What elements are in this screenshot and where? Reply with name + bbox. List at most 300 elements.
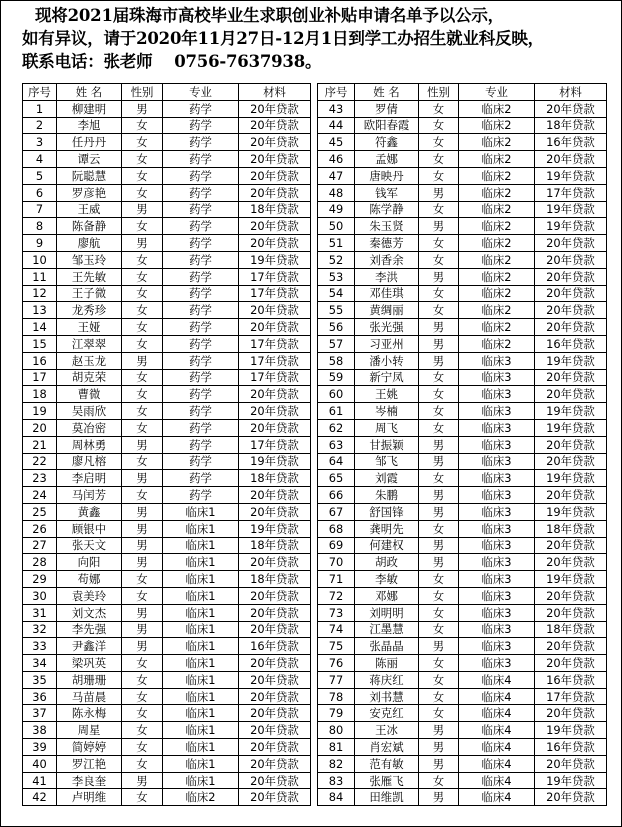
cell-gender: 女 xyxy=(419,117,459,134)
table-row xyxy=(318,537,607,554)
cell-name: 黄绸丽 xyxy=(355,302,419,319)
cell-material: 20年贷款 xyxy=(535,268,607,285)
cell-gender: 男 xyxy=(419,554,459,571)
cell-seq: 24 xyxy=(23,487,57,504)
cell-material: 16年贷款 xyxy=(535,739,607,756)
table-row xyxy=(318,688,607,705)
header-material: 材料 xyxy=(239,84,311,101)
cell-gender: 女 xyxy=(419,705,459,722)
table-row xyxy=(318,571,607,588)
cell-major: 临床3 xyxy=(459,470,535,487)
cell-gender: 女 xyxy=(419,285,459,302)
table-row xyxy=(23,453,311,470)
cell-major: 临床3 xyxy=(459,419,535,436)
cell-name: 秦德芳 xyxy=(355,235,419,252)
table-row xyxy=(318,235,607,252)
cell-major: 临床1 xyxy=(163,671,239,688)
cell-material: 17年贷款 xyxy=(535,688,607,705)
cell-major: 药学 xyxy=(163,151,239,168)
cell-material: 20年贷款 xyxy=(239,772,311,789)
cell-material: 19年贷款 xyxy=(239,520,311,537)
cell-seq: 50 xyxy=(318,218,355,235)
cell-name: 张雁飞 xyxy=(355,772,419,789)
cell-seq: 53 xyxy=(318,268,355,285)
cell-major: 临床3 xyxy=(459,403,535,420)
cell-seq: 4 xyxy=(23,151,57,168)
cell-material: 18年贷款 xyxy=(239,537,311,554)
cell-gender: 男 xyxy=(419,487,459,504)
cell-major: 临床1 xyxy=(163,621,239,638)
cell-material: 20年贷款 xyxy=(535,100,607,117)
cell-name: 周飞 xyxy=(355,419,419,436)
cell-material: 19年贷款 xyxy=(535,772,607,789)
cell-material: 19年贷款 xyxy=(239,453,311,470)
table-row xyxy=(318,503,607,520)
cell-name: 罗倩 xyxy=(355,100,419,117)
cell-name: 李旭 xyxy=(57,117,122,134)
cell-seq: 14 xyxy=(23,319,57,336)
cell-name: 苟娜 xyxy=(57,571,122,588)
cell-name: 岑楠 xyxy=(355,403,419,420)
cell-major: 临床3 xyxy=(459,436,535,453)
cell-major: 药学 xyxy=(163,285,239,302)
cell-gender: 男 xyxy=(122,235,163,252)
cell-material: 18年贷款 xyxy=(535,520,607,537)
cell-major: 临床1 xyxy=(163,655,239,672)
cell-major: 药学 xyxy=(163,218,239,235)
cell-seq: 70 xyxy=(318,554,355,571)
cell-material: 20年贷款 xyxy=(239,671,311,688)
cell-name: 刘明明 xyxy=(355,604,419,621)
cell-seq: 9 xyxy=(23,235,57,252)
cell-gender: 女 xyxy=(122,369,163,386)
cell-seq: 26 xyxy=(23,520,57,537)
table-row xyxy=(318,369,607,386)
cell-name: 胡克荣 xyxy=(57,369,122,386)
cell-gender: 女 xyxy=(122,167,163,184)
roster-body-left xyxy=(23,100,311,805)
cell-seq: 58 xyxy=(318,352,355,369)
table-row xyxy=(318,100,607,117)
cell-major: 临床4 xyxy=(459,739,535,756)
cell-seq: 81 xyxy=(318,739,355,756)
table-row xyxy=(23,487,311,504)
cell-major: 临床4 xyxy=(459,772,535,789)
cell-seq: 82 xyxy=(318,755,355,772)
table-row xyxy=(23,134,311,151)
cell-name: 阮聪慧 xyxy=(57,167,122,184)
cell-major: 临床2 xyxy=(459,201,535,218)
cell-material: 19年贷款 xyxy=(535,352,607,369)
cell-seq: 38 xyxy=(23,722,57,739)
table-row xyxy=(23,218,311,235)
cell-material: 20年贷款 xyxy=(535,386,607,403)
cell-material: 20年贷款 xyxy=(535,789,607,806)
cell-major: 药学 xyxy=(163,268,239,285)
cell-seq: 72 xyxy=(318,587,355,604)
cell-seq: 75 xyxy=(318,638,355,655)
cell-seq: 1 xyxy=(23,100,57,117)
cell-major: 药学 xyxy=(163,386,239,403)
cell-name: 刘香余 xyxy=(355,251,419,268)
cell-major: 药学 xyxy=(163,335,239,352)
cell-major: 临床3 xyxy=(459,503,535,520)
cell-major: 药学 xyxy=(163,251,239,268)
cell-gender: 男 xyxy=(122,436,163,453)
cell-material: 20年贷款 xyxy=(239,755,311,772)
cell-major: 临床3 xyxy=(459,638,535,655)
cell-name: 龙秀珍 xyxy=(57,302,122,319)
cell-seq: 54 xyxy=(318,285,355,302)
cell-material: 19年贷款 xyxy=(535,167,607,184)
cell-seq: 5 xyxy=(23,167,57,184)
cell-name: 唐映丹 xyxy=(355,167,419,184)
cell-name: 潘小转 xyxy=(355,352,419,369)
table-row xyxy=(23,688,311,705)
cell-gender: 男 xyxy=(122,604,163,621)
cell-major: 临床4 xyxy=(459,705,535,722)
cell-gender: 女 xyxy=(419,151,459,168)
cell-gender: 女 xyxy=(122,268,163,285)
cell-major: 临床3 xyxy=(459,554,535,571)
cell-name: 袁美玲 xyxy=(57,587,122,604)
cell-name: 罗江艳 xyxy=(57,755,122,772)
cell-seq: 3 xyxy=(23,134,57,151)
table-header-row xyxy=(23,84,311,101)
cell-gender: 男 xyxy=(122,503,163,520)
cell-gender: 女 xyxy=(419,621,459,638)
cell-major: 药学 xyxy=(163,319,239,336)
header-gender: 性别 xyxy=(122,84,163,101)
cell-name: 江翠翠 xyxy=(57,335,122,352)
cell-material: 18年贷款 xyxy=(239,571,311,588)
table-row xyxy=(23,117,311,134)
cell-seq: 47 xyxy=(318,167,355,184)
cell-seq: 57 xyxy=(318,335,355,352)
cell-name: 李良奎 xyxy=(57,772,122,789)
cell-seq: 56 xyxy=(318,319,355,336)
cell-material: 20年贷款 xyxy=(535,302,607,319)
cell-name: 江墨慧 xyxy=(355,621,419,638)
cell-gender: 女 xyxy=(122,335,163,352)
table-row xyxy=(23,655,311,672)
cell-name: 李敏 xyxy=(355,571,419,588)
cell-seq: 17 xyxy=(23,369,57,386)
cell-name: 王冰 xyxy=(355,722,419,739)
cell-gender: 女 xyxy=(122,453,163,470)
cell-major: 药学 xyxy=(163,352,239,369)
cell-name: 李启明 xyxy=(57,470,122,487)
cell-name: 向阳 xyxy=(57,554,122,571)
cell-material: 20年贷款 xyxy=(239,302,311,319)
cell-seq: 40 xyxy=(23,755,57,772)
cell-gender: 女 xyxy=(122,755,163,772)
cell-seq: 74 xyxy=(318,621,355,638)
cell-material: 20年贷款 xyxy=(535,285,607,302)
table-row xyxy=(318,587,607,604)
roster-body-right xyxy=(318,100,607,805)
table-row xyxy=(318,722,607,739)
cell-gender: 女 xyxy=(122,587,163,604)
cell-seq: 84 xyxy=(318,789,355,806)
cell-material: 19年贷款 xyxy=(535,722,607,739)
cell-major: 临床1 xyxy=(163,537,239,554)
cell-gender: 女 xyxy=(419,587,459,604)
cell-gender: 女 xyxy=(419,604,459,621)
cell-material: 20年贷款 xyxy=(535,705,607,722)
table-row xyxy=(23,705,311,722)
cell-material: 20年贷款 xyxy=(239,184,311,201)
table-row xyxy=(318,487,607,504)
cell-major: 临床3 xyxy=(459,587,535,604)
cell-major: 临床4 xyxy=(459,722,535,739)
cell-gender: 女 xyxy=(122,218,163,235)
cell-material: 20年贷款 xyxy=(239,554,311,571)
table-row xyxy=(23,520,311,537)
table-row xyxy=(318,386,607,403)
cell-gender: 女 xyxy=(419,688,459,705)
cell-material: 18年贷款 xyxy=(535,117,607,134)
cell-material: 20年贷款 xyxy=(535,369,607,386)
cell-material: 20年贷款 xyxy=(239,419,311,436)
table-row xyxy=(23,621,311,638)
cell-seq: 60 xyxy=(318,386,355,403)
cell-seq: 71 xyxy=(318,571,355,588)
cell-gender: 男 xyxy=(419,319,459,336)
cell-material: 20年贷款 xyxy=(239,134,311,151)
cell-gender: 女 xyxy=(419,369,459,386)
table-row xyxy=(23,201,311,218)
cell-material: 18年贷款 xyxy=(535,621,607,638)
cell-name: 习亚州 xyxy=(355,335,419,352)
cell-gender: 男 xyxy=(122,201,163,218)
cell-gender: 男 xyxy=(122,470,163,487)
table-row xyxy=(23,587,311,604)
header-seq: 序号 xyxy=(318,84,355,101)
cell-material: 20年贷款 xyxy=(535,638,607,655)
cell-major: 药学 xyxy=(163,184,239,201)
cell-major: 药学 xyxy=(163,302,239,319)
cell-name: 黄鑫 xyxy=(57,503,122,520)
cell-gender: 女 xyxy=(419,571,459,588)
cell-seq: 45 xyxy=(318,134,355,151)
cell-seq: 12 xyxy=(23,285,57,302)
cell-major: 临床2 xyxy=(459,302,535,319)
cell-material: 19年贷款 xyxy=(535,470,607,487)
cell-material: 20年贷款 xyxy=(239,655,311,672)
cell-name: 肖宏斌 xyxy=(355,739,419,756)
cell-major: 临床3 xyxy=(459,604,535,621)
cell-name: 刘霞 xyxy=(355,470,419,487)
cell-material: 20年贷款 xyxy=(535,537,607,554)
cell-seq: 22 xyxy=(23,453,57,470)
cell-material: 20年贷款 xyxy=(239,117,311,134)
cell-material: 19年贷款 xyxy=(535,571,607,588)
cell-material: 19年贷款 xyxy=(535,419,607,436)
cell-major: 临床3 xyxy=(459,537,535,554)
cell-material: 16年贷款 xyxy=(535,335,607,352)
table-row xyxy=(318,218,607,235)
cell-seq: 10 xyxy=(23,251,57,268)
cell-name: 曹微 xyxy=(57,386,122,403)
header-seq: 序号 xyxy=(23,84,57,101)
table-row xyxy=(318,655,607,672)
cell-material: 20年贷款 xyxy=(239,319,311,336)
cell-material: 19年贷款 xyxy=(535,403,607,420)
cell-material: 17年贷款 xyxy=(239,352,311,369)
cell-gender: 男 xyxy=(122,100,163,117)
cell-name: 陈永梅 xyxy=(57,705,122,722)
cell-major: 临床4 xyxy=(459,671,535,688)
roster-table-left xyxy=(22,83,311,806)
cell-gender: 女 xyxy=(419,419,459,436)
cell-seq: 65 xyxy=(318,470,355,487)
cell-name: 胡政 xyxy=(355,554,419,571)
cell-seq: 63 xyxy=(318,436,355,453)
cell-material: 20年贷款 xyxy=(239,503,311,520)
cell-seq: 44 xyxy=(318,117,355,134)
cell-name: 马苗晨 xyxy=(57,688,122,705)
cell-major: 临床1 xyxy=(163,638,239,655)
cell-name: 顾银中 xyxy=(57,520,122,537)
cell-name: 刘文杰 xyxy=(57,604,122,621)
cell-gender: 男 xyxy=(419,789,459,806)
cell-name: 王娅 xyxy=(57,319,122,336)
table-row xyxy=(23,789,311,806)
table-row xyxy=(23,335,311,352)
table-row xyxy=(23,167,311,184)
cell-gender: 女 xyxy=(122,285,163,302)
cell-gender: 女 xyxy=(419,386,459,403)
cell-seq: 76 xyxy=(318,655,355,672)
cell-name: 卢明维 xyxy=(57,789,122,806)
cell-material: 17年贷款 xyxy=(239,436,311,453)
cell-seq: 33 xyxy=(23,638,57,655)
cell-major: 临床3 xyxy=(459,369,535,386)
cell-name: 吴雨欣 xyxy=(57,403,122,420)
cell-material: 20年贷款 xyxy=(239,621,311,638)
cell-gender: 女 xyxy=(122,403,163,420)
cell-major: 临床1 xyxy=(163,587,239,604)
table-header-row xyxy=(318,84,607,101)
cell-seq: 30 xyxy=(23,587,57,604)
cell-name: 周林勇 xyxy=(57,436,122,453)
cell-gender: 女 xyxy=(122,655,163,672)
cell-material: 17年贷款 xyxy=(239,285,311,302)
cell-name: 莫冶密 xyxy=(57,419,122,436)
cell-material: 20年贷款 xyxy=(239,487,311,504)
cell-major: 临床2 xyxy=(459,235,535,252)
cell-gender: 男 xyxy=(419,453,459,470)
cell-seq: 21 xyxy=(23,436,57,453)
cell-seq: 8 xyxy=(23,218,57,235)
cell-gender: 女 xyxy=(419,235,459,252)
cell-major: 临床1 xyxy=(163,604,239,621)
table-row xyxy=(23,352,311,369)
cell-major: 临床3 xyxy=(459,655,535,672)
cell-major: 临床3 xyxy=(459,453,535,470)
cell-seq: 73 xyxy=(318,604,355,621)
cell-material: 20年贷款 xyxy=(239,386,311,403)
cell-gender: 男 xyxy=(419,638,459,655)
cell-material: 19年贷款 xyxy=(535,503,607,520)
cell-major: 临床1 xyxy=(163,503,239,520)
table-row xyxy=(318,335,607,352)
cell-name: 赵玉龙 xyxy=(57,352,122,369)
cell-material: 20年贷款 xyxy=(239,688,311,705)
cell-major: 药学 xyxy=(163,403,239,420)
cell-material: 20年贷款 xyxy=(239,604,311,621)
cell-name: 邓佳琪 xyxy=(355,285,419,302)
cell-name: 朱鹏 xyxy=(355,487,419,504)
cell-seq: 83 xyxy=(318,772,355,789)
table-row xyxy=(23,503,311,520)
cell-seq: 23 xyxy=(23,470,57,487)
table-row xyxy=(23,369,311,386)
cell-name: 龚明先 xyxy=(355,520,419,537)
cell-seq: 28 xyxy=(23,554,57,571)
cell-major: 临床2 xyxy=(459,251,535,268)
header-name: 姓 名 xyxy=(355,84,419,101)
table-row xyxy=(318,268,607,285)
cell-material: 16年贷款 xyxy=(239,638,311,655)
cell-name: 邓娜 xyxy=(355,587,419,604)
header-material: 材料 xyxy=(535,84,607,101)
cell-gender: 女 xyxy=(122,184,163,201)
table-row xyxy=(318,453,607,470)
cell-name: 陈丽 xyxy=(355,655,419,672)
table-row xyxy=(23,571,311,588)
cell-name: 陈备静 xyxy=(57,218,122,235)
cell-material: 20年贷款 xyxy=(535,587,607,604)
table-row xyxy=(318,403,607,420)
cell-name: 罗彦艳 xyxy=(57,184,122,201)
cell-major: 临床1 xyxy=(163,571,239,588)
cell-name: 陈学静 xyxy=(355,201,419,218)
cell-gender: 女 xyxy=(122,789,163,806)
cell-gender: 女 xyxy=(122,134,163,151)
table-row xyxy=(23,184,311,201)
cell-gender: 男 xyxy=(419,268,459,285)
cell-name: 王姚 xyxy=(355,386,419,403)
cell-seq: 34 xyxy=(23,655,57,672)
cell-name: 李先强 xyxy=(57,621,122,638)
cell-major: 临床3 xyxy=(459,520,535,537)
cell-major: 临床1 xyxy=(163,772,239,789)
cell-gender: 女 xyxy=(122,302,163,319)
cell-seq: 69 xyxy=(318,537,355,554)
cell-major: 临床1 xyxy=(163,755,239,772)
cell-gender: 男 xyxy=(419,436,459,453)
table-row xyxy=(318,319,607,336)
cell-seq: 66 xyxy=(318,487,355,504)
cell-gender: 女 xyxy=(122,487,163,504)
table-row xyxy=(23,772,311,789)
cell-seq: 51 xyxy=(318,235,355,252)
cell-major: 药学 xyxy=(163,117,239,134)
cell-name: 舒国锋 xyxy=(355,503,419,520)
cell-major: 药学 xyxy=(163,100,239,117)
cell-name: 谭云 xyxy=(57,151,122,168)
cell-gender: 女 xyxy=(419,134,459,151)
cell-gender: 女 xyxy=(122,571,163,588)
cell-name: 张天文 xyxy=(57,537,122,554)
cell-gender: 女 xyxy=(419,251,459,268)
cell-gender: 女 xyxy=(122,419,163,436)
cell-material: 18年贷款 xyxy=(239,201,311,218)
header-gender: 性别 xyxy=(419,84,459,101)
cell-gender: 女 xyxy=(419,167,459,184)
